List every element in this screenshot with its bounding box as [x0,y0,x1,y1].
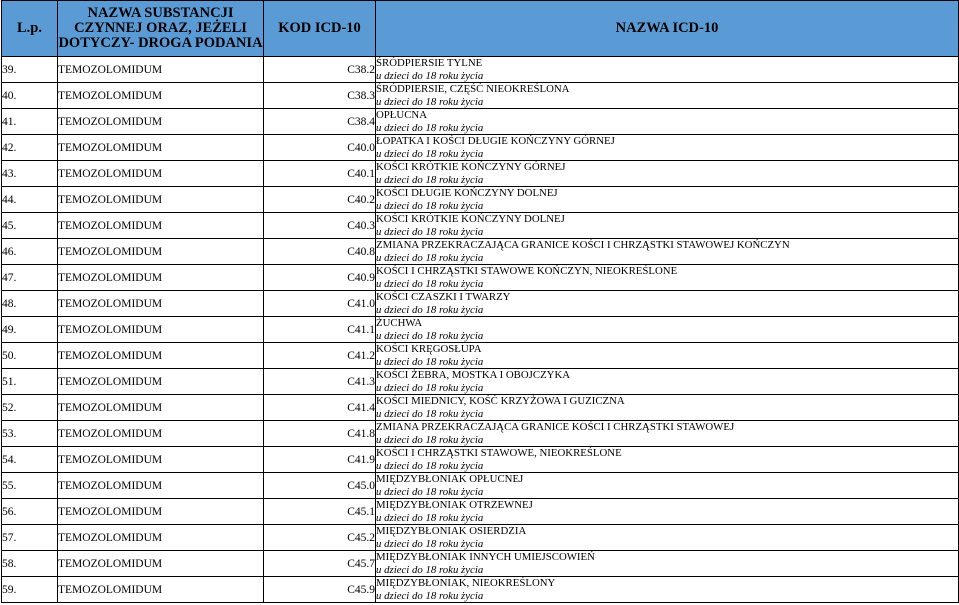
header-icd-code: KOD ICD-10 [264,1,376,57]
row-age-note: u dzieci do 18 roku życia [376,95,484,108]
row-icd-name [376,395,959,421]
row-age-note: u dzieci do 18 roku życia [376,485,484,498]
row-lp: 46. [2,239,58,265]
table-row [2,265,959,291]
row-icd-name-text: KOŚCI KRÓTKIE KOŃCZYNY DOLNEJ [376,213,565,225]
row-icd-name [376,317,959,343]
row-icd-name-text: KOŚCI CZASZKI I TWARZY [376,291,511,303]
header-substance: NAZWA SUBSTANCJI CZYNNEJ ORAZ, JEŻELI DOTYCZY- DROGA PODANIA [58,1,264,57]
row-age-note: u dzieci do 18 roku życia [376,69,484,82]
row-icd-name-text: MIĘDZYBŁONIAK INNYCH UMIEJSCOWIEŃ [376,551,595,563]
row-lp: 40. [2,83,58,109]
row-icd-code: C41.8 [264,421,376,447]
row-lp: 59. [2,577,58,603]
row-lp: 56. [2,499,58,525]
row-substance: TEMOZOLOMIDUM [58,57,264,83]
row-age-note: u dzieci do 18 roku życia [376,589,484,602]
row-substance: TEMOZOLOMIDUM [58,395,264,421]
row-age-note: u dzieci do 18 roku życia [376,173,484,186]
row-age-note: u dzieci do 18 roku życia [376,251,484,264]
row-substance: TEMOZOLOMIDUM [58,551,264,577]
row-age-note: u dzieci do 18 roku życia [376,563,484,576]
row-substance: TEMOZOLOMIDUM [58,525,264,551]
table-row [2,135,959,161]
row-icd-name [376,135,959,161]
table-row [2,525,959,551]
row-age-note: u dzieci do 18 roku życia [376,199,484,212]
row-lp: 39. [2,57,58,83]
row-icd-name-text: ŚRÓDPIERSIE, CZĘŚĆ NIEOKREŚLONA [376,83,570,95]
row-icd-code: C40.9 [264,265,376,291]
row-icd-code: C38.2 [264,57,376,83]
row-icd-name [376,369,959,395]
table-row [2,83,959,109]
row-substance: TEMOZOLOMIDUM [58,135,264,161]
table-row [2,499,959,525]
row-icd-name [376,161,959,187]
row-lp: 41. [2,109,58,135]
row-icd-code: C41.4 [264,395,376,421]
row-icd-code: C40.8 [264,239,376,265]
table-row [2,57,959,83]
row-lp: 54. [2,447,58,473]
row-lp: 53. [2,421,58,447]
row-icd-name-text: KOŚCI I CHRZĄSTKI STAWOWE, NIEOKREŚLONE [376,447,622,459]
row-icd-name [376,577,959,603]
row-lp: 48. [2,291,58,317]
row-lp: 42. [2,135,58,161]
row-icd-name [376,499,959,525]
row-icd-name [376,187,959,213]
row-icd-code: C38.4 [264,109,376,135]
table-row [2,473,959,499]
table-row [2,421,959,447]
row-icd-name [376,109,959,135]
row-icd-name [376,447,959,473]
row-icd-code: C45.2 [264,525,376,551]
row-age-note: u dzieci do 18 roku życia [376,277,484,290]
header-lp: L.p. [2,1,58,57]
row-substance: TEMOZOLOMIDUM [58,213,264,239]
row-age-note: u dzieci do 18 roku życia [376,433,484,446]
row-icd-name-text: KOŚCI MIEDNICY, KOŚĆ KRZYŻOWA I GUZICZNA [376,395,625,407]
table-row [2,239,959,265]
row-icd-name [376,421,959,447]
row-icd-name-text: ZMIANA PRZEKRACZAJĄCA GRANICE KOŚCI I CHRZĄSTKI STAWOWEJ [376,421,735,433]
row-icd-code: C41.2 [264,343,376,369]
row-lp: 44. [2,187,58,213]
row-substance: TEMOZOLOMIDUM [58,447,264,473]
row-lp: 51. [2,369,58,395]
row-icd-name [376,525,959,551]
row-icd-name-text: OPŁUCNA [376,109,427,121]
row-icd-name [376,291,959,317]
row-icd-name [376,265,959,291]
row-lp: 47. [2,265,58,291]
row-substance: TEMOZOLOMIDUM [58,291,264,317]
row-substance: TEMOZOLOMIDUM [58,369,264,395]
row-age-note: u dzieci do 18 roku życia [376,537,484,550]
table-row [2,109,959,135]
table-row [2,161,959,187]
row-age-note: u dzieci do 18 roku życia [376,381,484,394]
row-icd-name-text: MIĘDZYBŁONIAK, NIEOKREŚLONY [376,577,556,589]
table-row [2,551,959,577]
row-icd-code: C41.0 [264,291,376,317]
table-row [2,577,959,603]
row-icd-code: C45.9 [264,577,376,603]
row-lp: 57. [2,525,58,551]
row-icd-code: C38.3 [264,83,376,109]
row-icd-code: C40.0 [264,135,376,161]
row-icd-name-text: KOŚCI DŁUGIE KOŃCZYNY DOLNEJ [376,187,558,199]
row-icd-name-text: KOŚCI I CHRZĄSTKI STAWOWE KOŃCZYN, NIEOKREŚLONE [376,265,678,277]
row-icd-name-text: KOŚCI KRÓTKIE KOŃCZYNY GÓRNEJ [376,161,566,173]
row-icd-name [376,473,959,499]
row-icd-name [376,551,959,577]
row-icd-name [376,239,959,265]
row-icd-code: C40.2 [264,187,376,213]
row-icd-code: C40.1 [264,161,376,187]
table-row [2,369,959,395]
row-age-note: u dzieci do 18 roku życia [376,511,484,524]
row-age-note: u dzieci do 18 roku życia [376,147,484,160]
row-icd-name-text: MIĘDZYBŁONIAK OSIERDZIA [376,525,527,537]
row-age-note: u dzieci do 18 roku życia [376,329,484,342]
row-lp: 43. [2,161,58,187]
row-substance: TEMOZOLOMIDUM [58,499,264,525]
row-icd-name-text: ŻUCHWA [376,317,423,329]
table-row [2,447,959,473]
row-substance: TEMOZOLOMIDUM [58,239,264,265]
row-lp: 58. [2,551,58,577]
row-substance: TEMOZOLOMIDUM [58,473,264,499]
table-row [2,395,959,421]
row-substance: TEMOZOLOMIDUM [58,317,264,343]
row-lp: 49. [2,317,58,343]
row-icd-code: C45.1 [264,499,376,525]
row-age-note: u dzieci do 18 roku życia [376,225,484,238]
table-body [2,57,959,603]
row-substance: TEMOZOLOMIDUM [58,343,264,369]
row-icd-name [376,83,959,109]
row-substance: TEMOZOLOMIDUM [58,265,264,291]
table-row [2,213,959,239]
row-icd-name-text: ZMIANA PRZEKRACZAJĄCA GRANICE KOŚCI I CHRZĄSTKI STAWOWEJ KOŃCZYN [376,239,790,251]
row-icd-code: C40.3 [264,213,376,239]
row-substance: TEMOZOLOMIDUM [58,577,264,603]
row-icd-code: C41.9 [264,447,376,473]
table-row [2,187,959,213]
row-icd-name [376,57,959,83]
row-substance: TEMOZOLOMIDUM [58,421,264,447]
row-icd-name-text: KOŚCI KRĘGOSŁUPA [376,343,482,355]
row-age-note: u dzieci do 18 roku życia [376,303,484,316]
row-age-note: u dzieci do 18 roku życia [376,355,484,368]
row-icd-name-text: MIĘDZYBŁONIAK OPŁUCNEJ [376,473,524,485]
row-lp: 52. [2,395,58,421]
row-icd-code: C45.0 [264,473,376,499]
row-age-note: u dzieci do 18 roku życia [376,407,484,420]
icd-table [1,0,959,603]
row-icd-name-text: KOŚCI ŻEBRA, MOSTKA I OBOJCZYKA [376,369,571,381]
row-lp: 55. [2,473,58,499]
table-row [2,291,959,317]
row-substance: TEMOZOLOMIDUM [58,161,264,187]
row-icd-name [376,213,959,239]
row-icd-name-text: MIĘDZYBŁONIAK OTRZEWNEJ [376,499,533,511]
row-substance: TEMOZOLOMIDUM [58,109,264,135]
row-icd-name-text: ŁOPATKA I KOŚCI DŁUGIE KOŃCZYNY GÓRNEJ [376,135,615,147]
table-header [2,1,959,57]
row-icd-code: C45.7 [264,551,376,577]
row-substance: TEMOZOLOMIDUM [58,83,264,109]
row-lp: 50. [2,343,58,369]
row-icd-code: C41.3 [264,369,376,395]
row-icd-name-text: ŚRÓDPIERSIE TYLNE [376,57,483,69]
row-icd-name [376,343,959,369]
table-row [2,317,959,343]
row-icd-code: C41.1 [264,317,376,343]
row-lp: 45. [2,213,58,239]
row-age-note: u dzieci do 18 roku życia [376,459,484,472]
row-substance: TEMOZOLOMIDUM [58,187,264,213]
row-age-note: u dzieci do 18 roku życia [376,121,484,134]
table-row [2,343,959,369]
header-icd-name: NAZWA ICD-10 [376,1,959,57]
